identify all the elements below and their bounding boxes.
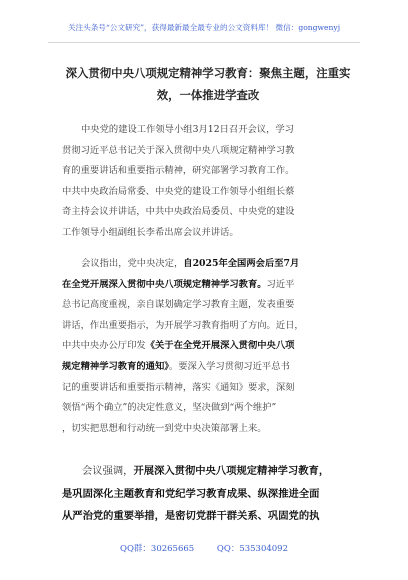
text-line: 总书记高度重视，亲自谋划确定学习教育主题，发表重要 — [62, 299, 295, 311]
text-line — [62, 336, 352, 357]
text-line-bold: 从严治党的重要举措，是密切党群干群关系、巩固党的执 — [62, 510, 320, 523]
header-notice: 关注头条号“公文研究”，获得最新最全最专业的公文资料库！ 微信：gongwenyj — [67, 23, 341, 32]
text-run: 习近平 — [266, 278, 295, 290]
document-title — [40, 62, 376, 106]
text-line: ，切实把思想和行动统一到党中央决策部署上来。 — [62, 422, 267, 434]
title-line-1: 深入贯彻中央八项规定精神学习教育：聚焦主题，注重实 — [65, 66, 351, 80]
text-run-bold: 在全党开展深入贯彻中央八项规定精神学习教育。 — [62, 278, 267, 290]
paragraph-3 — [62, 460, 352, 528]
text-line — [62, 275, 352, 296]
paragraph-1 — [62, 120, 352, 244]
text-line: 中央党的建设工作领导小组3月12日召开会议，学习 — [81, 124, 294, 135]
text-run: 会议强调， — [82, 465, 134, 477]
text-line: 贯彻习近平总书记关于深入贯彻中央八项规定精神学习教 — [62, 144, 295, 156]
text-line-bold: 是巩固深化主题教育和党纪学习教育成果、纵深推进全面 — [62, 487, 320, 500]
title-line-2: 效，一体推进学查改 — [156, 88, 260, 102]
text-line: 领悟“两个确立”的决定性意义，坚决做到“两个维护” — [62, 402, 277, 414]
text-line — [62, 460, 352, 483]
text-run-bold: 规定精神学习教育的通知》 — [62, 360, 169, 372]
text-line — [62, 254, 352, 275]
text-run-bold: 自2025年全国两会后至7月 — [183, 258, 300, 269]
text-run: 会议指出，党中央决定， — [81, 258, 184, 269]
footer-contact — [0, 542, 408, 554]
text-line: 中共中央政治局常委、中央党的建设工作领导小组组长蔡 — [62, 185, 295, 197]
text-line: 讲话，作出重要指示，为开展学习教育指明了方向。近日， — [62, 319, 304, 331]
text-run: 中共中央办公厅印发 — [62, 340, 146, 352]
text-line: 奇主持会议并讲话，中共中央政治局委员、中央党的建设 — [62, 206, 295, 218]
header-divider — [48, 42, 360, 43]
text-line: 育的重要讲话和重要指示精神，研究部署学习教育工作。 — [62, 165, 295, 177]
text-run-bold: 开展深入贯彻中央八项规定精神学习教育， — [133, 465, 330, 477]
paragraph-2 — [62, 254, 352, 439]
text-line — [62, 357, 352, 378]
text-run: 。要深入学习贯彻习近平总书 — [168, 360, 290, 372]
text-run-bold: 《关于在全党开展深入贯彻中央八项 — [145, 340, 295, 352]
qq-group-text: QQ群：30265665 — [119, 544, 195, 554]
qq-contact-text: QQ：535304092 — [216, 544, 288, 554]
text-line: 记的重要讲话和重要指示精神，落实《通知》要求，深刻 — [62, 381, 295, 393]
text-line: 工作领导小组副组长李希出席会议并讲话。 — [62, 226, 239, 238]
